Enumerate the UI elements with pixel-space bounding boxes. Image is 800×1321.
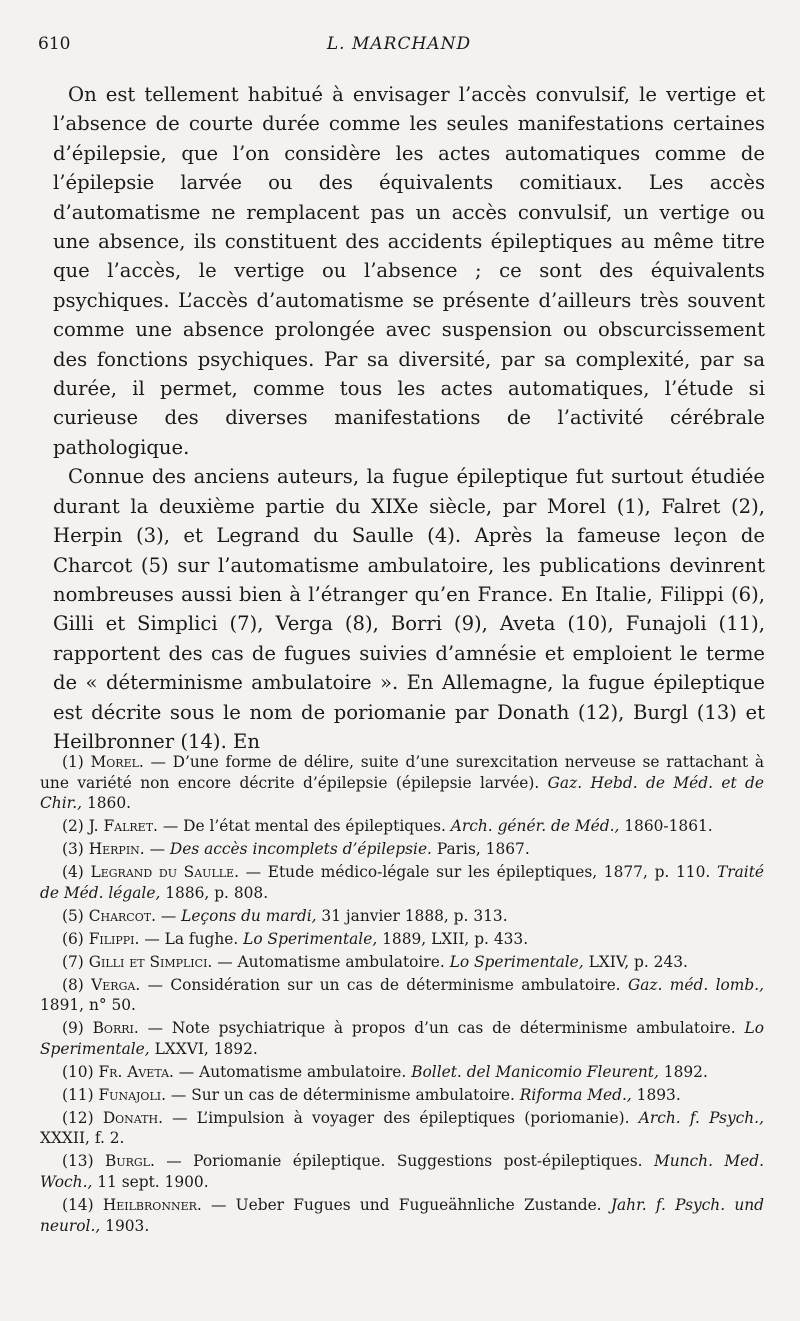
- footnote-title: Note psychiatrique à propos d’un cas de déterminisme ambulatoire.: [171, 1019, 745, 1038]
- footnote-author: Charcot.: [88, 906, 156, 925]
- footnote: [40, 816, 764, 837]
- footnote-author: Fr. Aveta.: [98, 1062, 174, 1081]
- footnote-details: LXIV, p. 243.: [583, 952, 688, 971]
- page-number: 610: [38, 34, 71, 54]
- footnote-details: 1860-1861.: [619, 817, 713, 836]
- footnote: [40, 1062, 764, 1083]
- footnote-dash: —: [155, 906, 182, 925]
- footnote-source: Munch. Med. Woch.,: [40, 1152, 764, 1191]
- footnote-number: (11): [62, 1085, 99, 1104]
- footnote: [40, 1085, 764, 1106]
- footnote: [40, 906, 764, 927]
- footnote-dash: —: [143, 753, 173, 771]
- footnote-source: Leçons du mardi,: [181, 906, 317, 925]
- footnote-source: Arch. f. Psych.,: [638, 1108, 764, 1127]
- footnote-title: La fughe.: [164, 929, 244, 948]
- footnote: [40, 839, 764, 860]
- footnote-source: Jahr. f. Psych. und neurol.,: [40, 1195, 764, 1235]
- footnote-details: 1886, p. 808.: [160, 883, 269, 902]
- footnote-source: Riforma Med.,: [519, 1085, 632, 1104]
- footnote: [40, 975, 764, 1016]
- footnote-number: (9): [62, 1019, 93, 1038]
- footnote-details: 1860.: [82, 794, 132, 813]
- footnote: [40, 1018, 764, 1059]
- footnote-dash: —: [144, 840, 170, 859]
- footnote-number: (5): [62, 906, 89, 925]
- footnote-number: (4): [62, 863, 91, 882]
- footnote: [40, 952, 764, 973]
- footnote-author: J. Falret.: [88, 817, 158, 836]
- footnote-title: Considération sur un cas de déterminisme ambulatoire.: [170, 975, 628, 994]
- footnote-title: Etude médico-légale sur les épileptiques, 1877, p. 110.: [267, 863, 717, 882]
- footnote-title: L’impulsion à voyager des épileptiques (poriomanie).: [196, 1108, 639, 1127]
- footnote-title: Poriomanie épileptique. Suggestions post-épileptiques.: [193, 1152, 654, 1171]
- page-header: [38, 34, 760, 58]
- footnote-number: (3): [62, 840, 89, 859]
- footnote-details: LXXVI, 1892.: [149, 1039, 258, 1058]
- paragraph: On est tellement habitué à envisager l’accès convulsif, le vertige et l’absence de courte durée comme les seules manifestations certaines d’épilepsie, que l’on considère les actes automatiques comme de l’épilepsie larvée ou des équivalents comitiaux. Les accès d’automatisme ne remplacent pas un accès convulsif, un vertige ou une absence, ils constituent des accidents épileptiques au même titre que l’accès, le vertige ou l’absence ; ce sont des équivalents psychiques. L’accès d’automatisme se présente d’ailleurs très souvent comme une absence prolongée avec suspension ou obscurcissement des fonctions psychiques. Par sa diversité, par sa complexité, par sa durée, il permet, comme tous les actes automatiques, l’étude si curieuse des diverses manifestations de l’activité cérébrale pathologique.: [53, 83, 765, 459]
- body-text: [53, 80, 765, 756]
- footnote-author: Borri.: [92, 1019, 139, 1038]
- footnote-dash: —: [138, 1019, 172, 1038]
- footnote-details: 1893.: [631, 1085, 681, 1104]
- footnote-title: D’une forme de délire, suite d’une surexcitation nerveuse se rattachant à une variété non encore décrite d’épilepsie (épilepsie larvée).: [40, 753, 764, 792]
- footnote: [40, 1108, 764, 1149]
- footnote-author: Burgl.: [105, 1152, 155, 1171]
- footnote-author: Morel.: [90, 753, 144, 771]
- paragraph: Connue des anciens auteurs, la fugue épileptique fut surtout étudiée durant la deuxième partie du XIXe siècle, par Morel (1), Falret (2), Herpin (3), et Legrand du Saulle (4). Après la fameuse leçon de Charcot (5) sur l’automatisme ambulatoire, les publications devinrent nombreuses aussi bien à l’étranger qu’en France. En Italie, Filippi (6), Gilli et Simplici (7), Verga (8), Borri (9), Aveta (10), Funajoli (11), rapportent des cas de fugues suivies d’amnésie et emploient le terme de « déterminisme ambulatoire ». En Allemagne, la fugue épileptique est décrite sous le nom de poriomanie par Donath (12), Burgl (13) et Heilbronner (14). En: [53, 465, 765, 753]
- footnote-details: 11 sept. 1900.: [92, 1172, 209, 1191]
- footnote-author: Herpin.: [88, 840, 145, 859]
- footnote-source: Gaz. méd. lomb.,: [627, 975, 764, 994]
- footnote-author: Gilli et Simplici.: [88, 952, 213, 971]
- footnote-title: Ueber Fugues und Fugueähnliche Zustande.: [235, 1195, 611, 1214]
- footnote-dash: —: [238, 863, 268, 882]
- footnote-source: Traité de Méd. légale,: [40, 863, 764, 902]
- footnote-author: Funajoli.: [98, 1085, 166, 1104]
- footnote: [40, 862, 764, 903]
- footnote-author: Filippi.: [88, 929, 140, 948]
- footnote-details: XXXII, f. 2.: [40, 1129, 125, 1148]
- running-title: L. MARCHAND: [326, 34, 472, 54]
- footnote-number: (13): [62, 1152, 106, 1171]
- footnotes: [40, 752, 764, 1239]
- footnote: [40, 929, 764, 950]
- footnote-author: Verga.: [91, 975, 141, 994]
- footnote-source: Lo Sperimentale,: [449, 952, 584, 971]
- footnote-dash: —: [166, 1085, 192, 1104]
- footnote-source: Arch. génér. de Méd.,: [450, 817, 620, 836]
- footnote-source: Gaz. Hebd. de Méd. et de Chir.,: [40, 773, 764, 813]
- footnote-dash: —: [212, 952, 238, 971]
- footnote-author: Legrand du Saulle.: [90, 863, 239, 882]
- footnote-number: (14): [62, 1195, 103, 1214]
- footnote-dash: —: [201, 1195, 236, 1214]
- footnote-dash: —: [139, 929, 165, 948]
- footnote-dash: —: [140, 975, 171, 994]
- footnote-dash: —: [173, 1062, 200, 1081]
- footnote-number: (2): [62, 817, 89, 836]
- footnote-number: (12): [62, 1108, 103, 1127]
- footnote-source: Bollet. del Manicomio Fleurent,: [411, 1062, 659, 1081]
- footnote-dash: —: [157, 817, 184, 836]
- footnote-number: (8): [62, 975, 92, 994]
- footnote-title: Automatisme ambulatoire.: [199, 1062, 412, 1081]
- footnote-source: Des accès incomplets d’épilepsie.: [169, 840, 432, 859]
- footnote-details: 1903.: [100, 1216, 150, 1235]
- footnote-number: (6): [62, 929, 89, 948]
- footnote-title: Sur un cas de déterminisme ambulatoire.: [191, 1085, 520, 1104]
- footnote-source: Lo Sperimentale,: [40, 1019, 764, 1058]
- footnote-author: Donath.: [102, 1108, 163, 1127]
- footnote: [40, 1151, 764, 1192]
- footnote: [40, 752, 764, 814]
- footnote-details: 31 janvier 1888, p. 313.: [316, 906, 508, 925]
- footnote-number: (7): [62, 952, 89, 971]
- footnote: [40, 1195, 764, 1236]
- footnote-title: De l’état mental des épileptiques.: [183, 817, 451, 836]
- footnote-author: Heilbronner.: [102, 1195, 202, 1214]
- footnote-number: (10): [62, 1062, 99, 1081]
- footnote-dash: —: [154, 1152, 194, 1171]
- footnote-details: 1891, n° 50.: [40, 996, 136, 1015]
- footnote-details: 1892.: [658, 1062, 708, 1081]
- footnote-details: Paris, 1867.: [431, 840, 530, 859]
- footnote-details: 1889, LXII, p. 433.: [377, 929, 529, 948]
- footnote-title: Automatisme ambulatoire.: [237, 952, 450, 971]
- footnote-number: (1): [62, 753, 91, 771]
- footnote-source: Lo Sperimentale,: [243, 929, 378, 948]
- footnote-dash: —: [162, 1108, 197, 1127]
